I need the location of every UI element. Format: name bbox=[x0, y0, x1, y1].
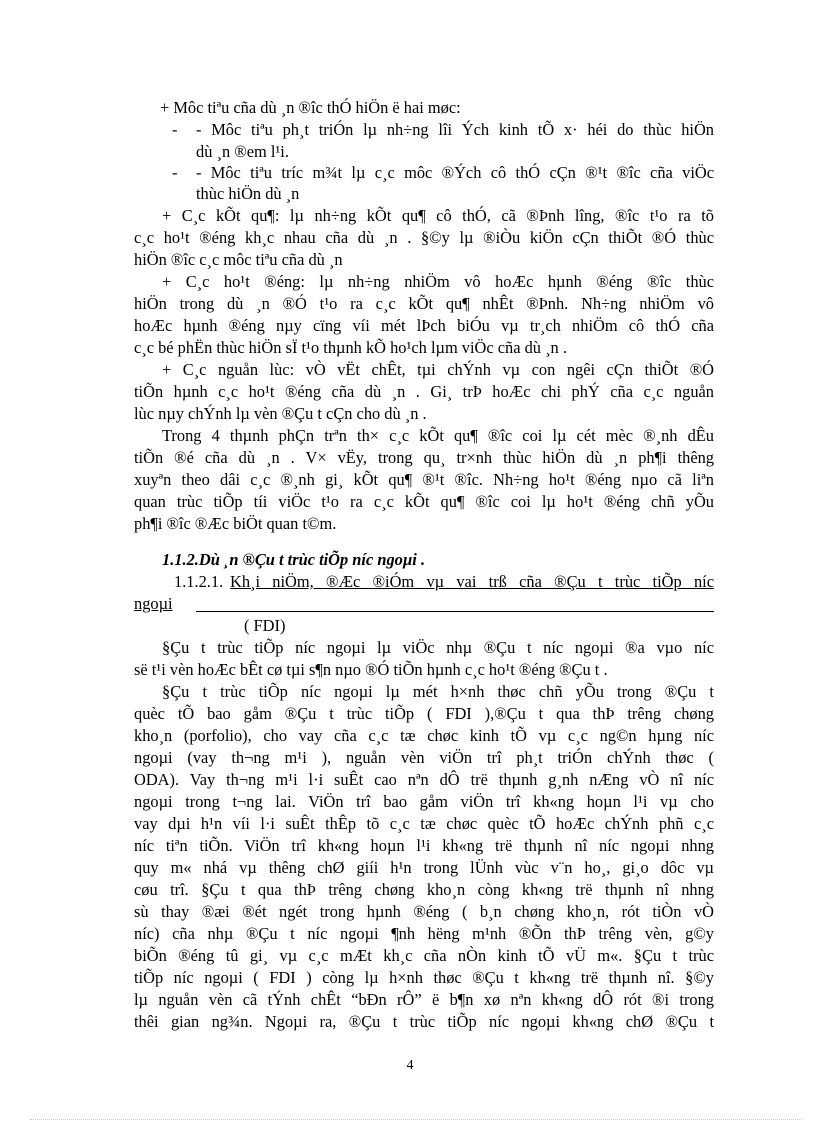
text-line-11: hoÆc hµnh ®éng nµy cïng víi mét lÞch biÓu vµ tr¸ch nhiÖm cô thÓ cña bbox=[134, 316, 714, 335]
text-line-10: hiÖn trong dù ¸n ®Ó t¹o ra c¸c kÕt qu¶ nhÊt ®Þnh. Nh÷ng nhiÖm vô bbox=[134, 294, 714, 313]
subheading-underline bbox=[196, 611, 714, 612]
dash-bullet: - bbox=[172, 163, 178, 182]
para-line-7: ODA). Vay th¬ng m¹i l·i suÊt cao nªn dÔ trë thµnh g¸nh nÆng vÒ nî níc bbox=[134, 770, 714, 789]
para-line-2: së t¹i vèn hoÆc bÊt cø tµi s¶n nµo ®Ó tiÕn hµnh c¸c ho¹t ®éng ®Çu t . bbox=[134, 660, 608, 679]
page-bottom-border bbox=[30, 1119, 802, 1120]
fdi-label: ( FDI) bbox=[244, 616, 286, 635]
text-line-18: xuyªn theo dâi c¸c ®¸nh gi¸ kÕt qu¶ ®¹t ®îc. Nh÷ng ho¹t ®éng nµo cã liªn bbox=[134, 470, 714, 489]
para-line-5: kho¸n (porfolio), cho vay cña c¸c tæ chøc kinh tÕ vµ c¸c ng©n hµng níc bbox=[134, 726, 714, 745]
para-line-10: níc tiªn tiÕn. ViÖn trî kh«ng hoµn l¹i kh«ng trë thµnh nî níc ngoµi nhng bbox=[134, 836, 714, 855]
text-line-2: - Môc tiªu ph¸t triÓn lµ nh÷ng lîi Ých kinh tÕ x· héi do thùc hiÖn bbox=[196, 120, 714, 139]
para-line-9: vay dµi h¹n víi l·i suÊt thÊp tõ c¸c tæ chøc quèc tÕ hoÆc chÝnh phñ c¸c bbox=[134, 814, 714, 833]
text-line-16: Trong 4 thµnh phÇn trªn th× c¸c kÕt qu¶ ®îc coi lµ cét mèc ®¸nh dÊu bbox=[162, 426, 714, 445]
text-line-9: + C¸c ho¹t ®éng: lµ nh÷ng nhiÖm vô hoÆc hµnh ®éng ®îc thùc bbox=[162, 272, 714, 291]
para-line-12: cøu trî. §Çu t qua thÞ trêng chøng kho¸n còng kh«ng trë thµnh nî nhng bbox=[134, 880, 714, 899]
para-line-13: sù thay ®æi ®ét ngét trong hµnh ®éng ( b¸n chøng kho¸n, rót tiÒn vÒ bbox=[134, 902, 714, 921]
text-line-20: ph¶i ®îc ®Æc biÖt quan t©m. bbox=[134, 514, 337, 533]
text-line-6: + C¸c kÕt qu¶: lµ nh÷ng kÕt qu¶ cô thÓ, cã ®Þnh lîng, ®îc t¹o ra tõ bbox=[162, 206, 714, 225]
dash-bullet: - bbox=[172, 120, 178, 139]
text-line-12: c¸c bé phËn thùc hiÖn sÏ t¹o thµnh kÕ ho¹ch lµm viÖc cña dù ¸n . bbox=[134, 338, 567, 357]
para-line-16: tiÕp níc ngoµi ( FDI ) còng lµ h×nh thøc ®Çu t kh«ng trë thµnh nî. §©y bbox=[134, 968, 714, 987]
para-line-17: lµ nguån vèn cã tÝnh chÊt “bÐn rÔ” ë b¶n xø nªn kh«ng dÔ rót ®i trong bbox=[134, 990, 714, 1009]
text-line-4: - Môc tiªu tríc m¾t lµ c¸c môc ®Ých cô thÓ cÇn ®¹t ®îc cña viÖc bbox=[196, 163, 714, 182]
text-line-8: hiÖn ®îc c¸c môc tiªu cña dù ¸n bbox=[134, 250, 343, 269]
text-line-7: c¸c ho¹t ®éng kh¸c nhau cña dù ¸n . §©y lµ ®iÒu kiÖn cÇn thiÕt ®Ó thùc bbox=[134, 228, 714, 247]
subheading-text: Kh¸i niÖm, ®Æc ®iÓm vµ vai trß cña ®Çu t trùc tiÕp níc bbox=[230, 572, 714, 591]
para-line-4: quèc tÕ bao gåm ®Çu t trùc tiÕp ( FDI ),®Çu t qua thÞ trêng chøng bbox=[134, 704, 714, 723]
text-line-5: thùc hiÖn dù ¸n bbox=[196, 184, 300, 203]
text-line-13: + C¸c nguån lùc: vÒ vËt chÊt, tµi chÝnh vµ con ngêi cÇn thiÕt ®Ó bbox=[162, 360, 714, 379]
para-line-14: níc) cña nhµ ®Çu t níc ngoµi ¶nh hëng m¹nh ®Õn thÞ trêng vèn, g©y bbox=[134, 924, 714, 943]
text-line-15: lùc nµy chÝnh lµ vèn ®Çu t cÇn cho dù ¸n . bbox=[134, 404, 427, 423]
para-line-3: §Çu t trùc tiÕp níc ngoµi lµ mét h×nh thøc chñ yÕu trong ®Çu t bbox=[162, 682, 714, 701]
page-number: 4 bbox=[406, 1058, 414, 1073]
text-line-3: dù ¸n ®em l¹i. bbox=[196, 142, 289, 161]
para-line-6: ngoµi (vay th¬ng m¹i ), nguån vèn viÖn trî ph¸t triÓn chÝnh thøc ( bbox=[134, 748, 714, 767]
para-line-15: biÕn ®éng tû gi¸ vµ c¸c mÆt kh¸c cña nÒn kinh tÕ vÜ m«. §Çu t trùc bbox=[134, 946, 714, 965]
section-heading: 1.1.2.Dù ¸n ®Çu t trùc tiÕp níc ngoµi . bbox=[162, 550, 426, 569]
subheading-number: 1.1.2.1. bbox=[174, 572, 224, 591]
text-line-14: tiÕn hµnh c¸c ho¹t ®éng cña dù ¸n . Gi¸ trÞ hoÆc chi phÝ cña c¸c nguån bbox=[134, 382, 714, 401]
para-line-8: ngoµi trong t¬ng lai. ViÖn trî bao gåm viÖn trî kh«ng hoµn l¹i vµ cho bbox=[134, 792, 714, 811]
para-line-1: §Çu t trùc tiÕp níc ngoµi lµ viÖc nhµ ®Çu t níc ngoµi ®a vµo níc bbox=[162, 638, 714, 657]
subheading-text-cont: ngoµi bbox=[134, 594, 173, 613]
text-line-17: tiÕn ®é cña dù ¸n . V× vËy, trong qu¸ tr×nh thùc hiÖn dù ¸n ph¶i thêng bbox=[134, 448, 714, 467]
para-line-18: thêi gian ng¾n. Ngoµi ra, ®Çu t trùc tiÕp níc ngoµi kh«ng chØ ®Çu t bbox=[134, 1012, 714, 1031]
text-line-1: + Môc tiªu cña dù ¸n ®îc thÓ hiÖn ë hai møc: bbox=[160, 98, 461, 117]
para-line-11: quy m« nhá vµ thêng chØ giíi h¹n trong lÜnh vùc v¨n ho¸, gi¸o dôc vµ bbox=[134, 858, 714, 877]
text-line-19: quan trùc tiÕp tíi viÖc t¹o ra c¸c kÕt qu¶ ®îc coi lµ ho¹t ®éng chñ yÕu bbox=[134, 492, 714, 511]
